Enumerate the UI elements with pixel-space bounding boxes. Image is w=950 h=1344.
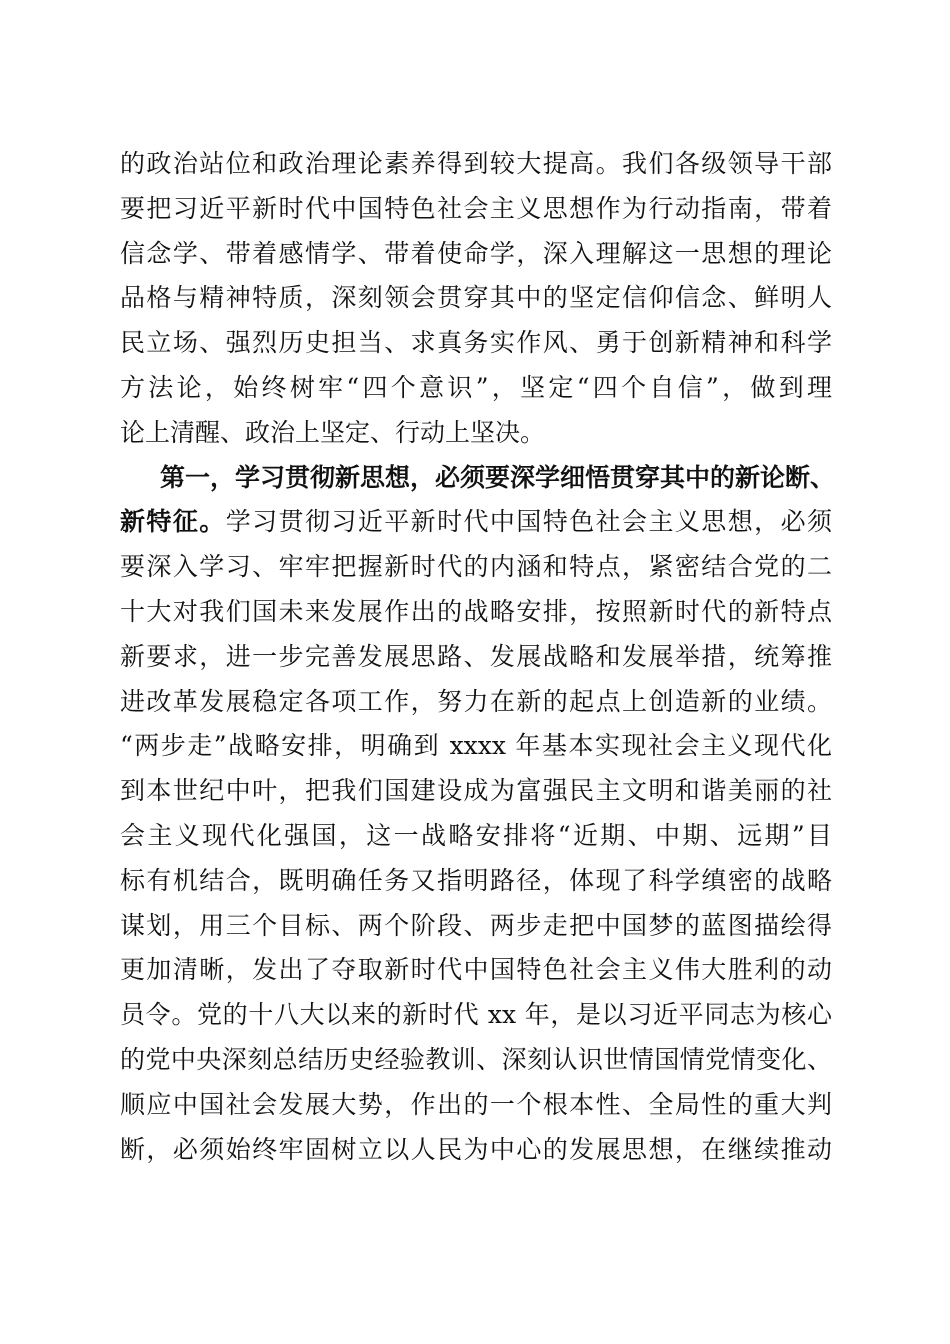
- text-line: 更加清晰，发出了夺取新时代中国特色社会主义伟大胜利的动: [120, 955, 832, 985]
- paragraph-2: [120, 456, 836, 1173]
- text-line-rest: 学习贯彻习近平新时代中国特色社会主义思想，必须: [225, 507, 832, 537]
- text-line: 到本世纪中叶，把我们国建设成为富强民主文明和谐美丽的社: [120, 776, 832, 806]
- text-line: 信念学、带着感情学、带着使命学，深入理解这一思想的理论: [120, 238, 832, 268]
- body-text: [120, 142, 836, 1172]
- text-line: 十大对我们国未来发展作出的战略安排，按照新时代的新特点: [120, 596, 832, 626]
- text-line: 顺应中国社会发展大势，作出的一个根本性、全局性的重大判: [120, 1089, 832, 1119]
- text-line: 方法论，始终树牢“四个意识”，坚定“四个自信”，做到理: [120, 372, 832, 402]
- text-line: 员令。党的十八大以来的新时代 xx 年，是以习近平同志为核心: [120, 1000, 832, 1030]
- text-line: “两步走”战略安排，明确到 xxxx 年基本实现社会主义现代化: [120, 731, 832, 761]
- text-line: 会主义现代化强国，这一战略安排将“近期、中期、远期”目: [120, 820, 832, 850]
- paragraph-heading-end: 新特征。: [120, 507, 226, 537]
- text-line: 论上清醒、政治上坚定、行动上坚决。: [120, 417, 546, 447]
- text-line: 民立场、强烈历史担当、求真务实作风、勇于创新精神和科学: [120, 328, 832, 358]
- text-line: 标有机结合，既明确任务又指明路径，体现了科学缜密的战略: [120, 865, 832, 895]
- text-line: 的政治站位和政治理论素养得到较大提高。我们各级领导干部: [120, 149, 832, 178]
- text-line: 要把习近平新时代中国特色社会主义思想作为行动指南，带着: [120, 193, 832, 223]
- text-line: 谋划，用三个目标、两个阶段、两步走把中国梦的蓝图描绘得: [120, 910, 832, 940]
- text-line: 品格与精神特质，深刻领会贯穿其中的坚定信仰信念、鲜明人: [120, 283, 832, 313]
- text-line: [120, 500, 832, 545]
- text-line: 进改革发展稳定各项工作，努力在新的起点上创造新的业绩。: [120, 686, 832, 716]
- text-line: 新要求，进一步完善发展思路、发展战略和发展举措，统筹推: [120, 641, 832, 671]
- paragraph-1: [120, 142, 832, 456]
- text-line: 断，必须始终牢固树立以人民为中心的发展思想，在继续推动: [120, 1134, 832, 1164]
- text-line: 要深入学习、牢牢把握新时代的内涵和特点，紧密结合党的二: [120, 552, 832, 582]
- paragraph-heading: 第一，学习贯彻新思想，必须要深学细悟贯穿其中的新论断、: [160, 462, 836, 492]
- text-line: 的党中央深刻总结历史经验教训、深刻认识世情国情党情变化、: [120, 1044, 832, 1074]
